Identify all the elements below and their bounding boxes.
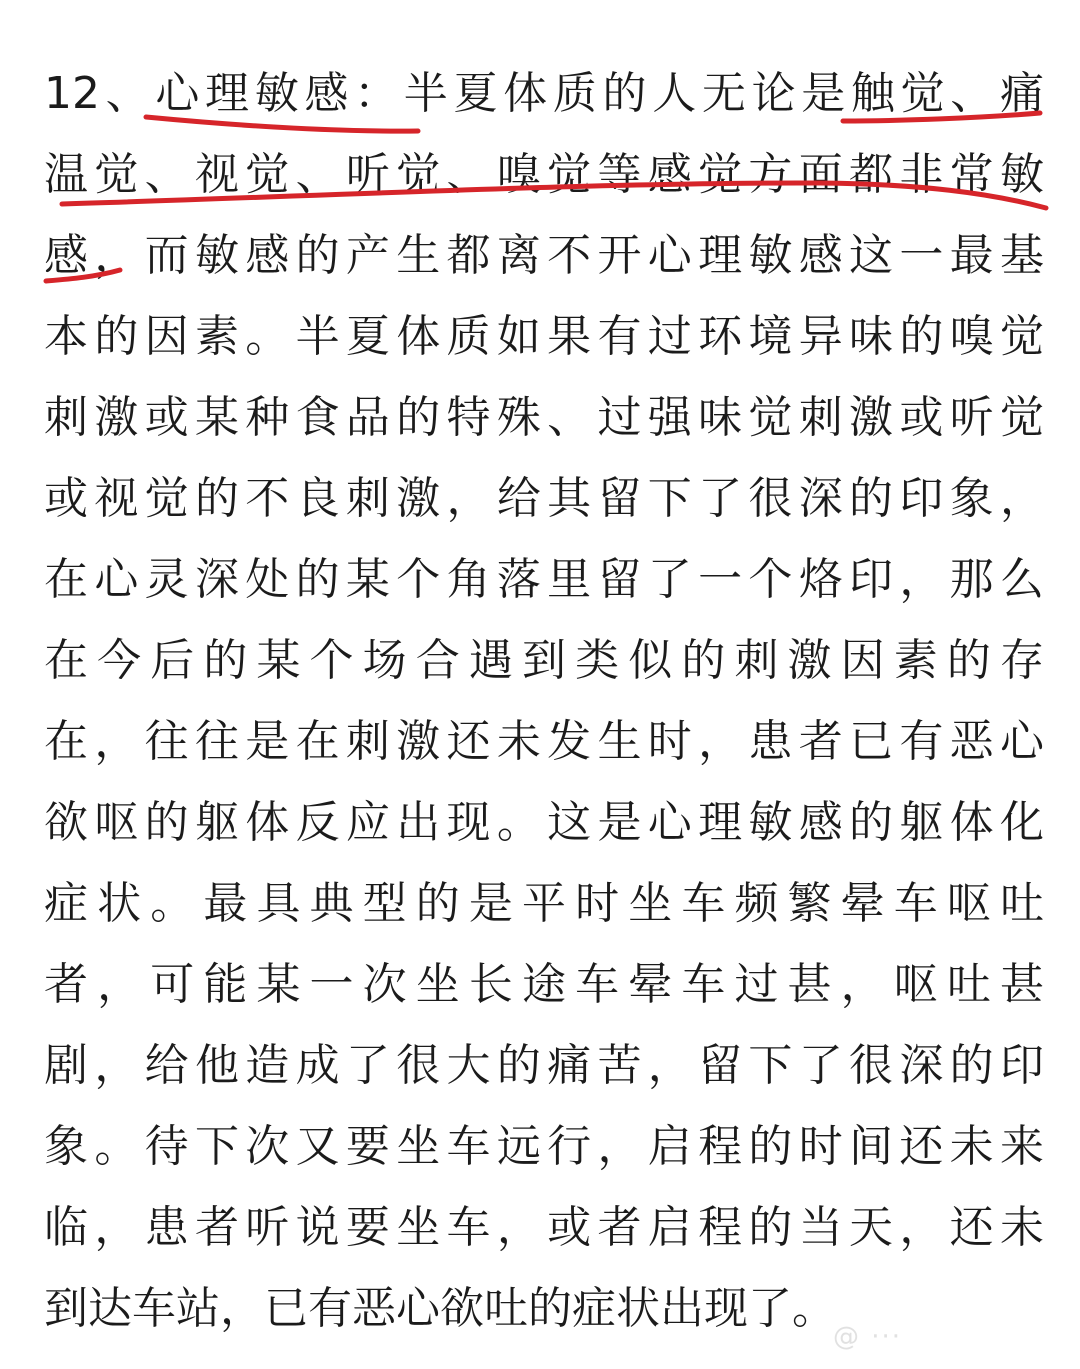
text-line-9: 在，往往是在刺激还未发生时，患者已有恶心 [44,716,1044,767]
text-line-8: 在今后的某个场合遇到类似的刺激因素的存 [44,635,1044,686]
text-line-14: 象。待下次又要坐车远行，启程的时间还未来 [44,1121,1044,1172]
text-line-6: 或视觉的不良刺激，给其留下了很深的印象， [44,473,1044,524]
text-line-5: 刺激或某种食品的特殊、过强味觉刺激或听觉 [44,392,1044,443]
text-line-10: 欲呕的躯体反应出现。这是心理敏感的躯体化 [44,797,1044,848]
text-line-15: 临，患者听说要坐车，或者启程的当天，还未 [44,1202,1044,1253]
text-line-11: 症状。最具典型的是平时坐车频繁晕车呕吐 [44,878,1044,929]
text-line-4: 本的因素。半夏体质如果有过环境异味的嗅觉 [44,311,1044,362]
text-line-1: 12、心理敏感：半夏体质的人无论是触觉、痛 [44,68,1044,119]
text-line-7: 在心灵深处的某个角落里留了一个烙印，那么 [44,554,1044,605]
text-line-12: 者，可能某一次坐长途车晕车过甚，呕吐甚 [44,959,1044,1010]
text-line-3: 感，而敏感的产生都离不开心理敏感这一最基 [44,230,1044,281]
text-line-2: 温觉、视觉、听觉、嗅觉等感觉方面都非常敏 [44,149,1044,200]
text-line-13: 剧，给他造成了很大的痛苦，留下了很深的印 [44,1040,1044,1091]
watermark: @ ··· [833,1322,903,1352]
text-line-16: 到达车站，已有恶心欲吐的症状出现了。 [44,1283,836,1334]
